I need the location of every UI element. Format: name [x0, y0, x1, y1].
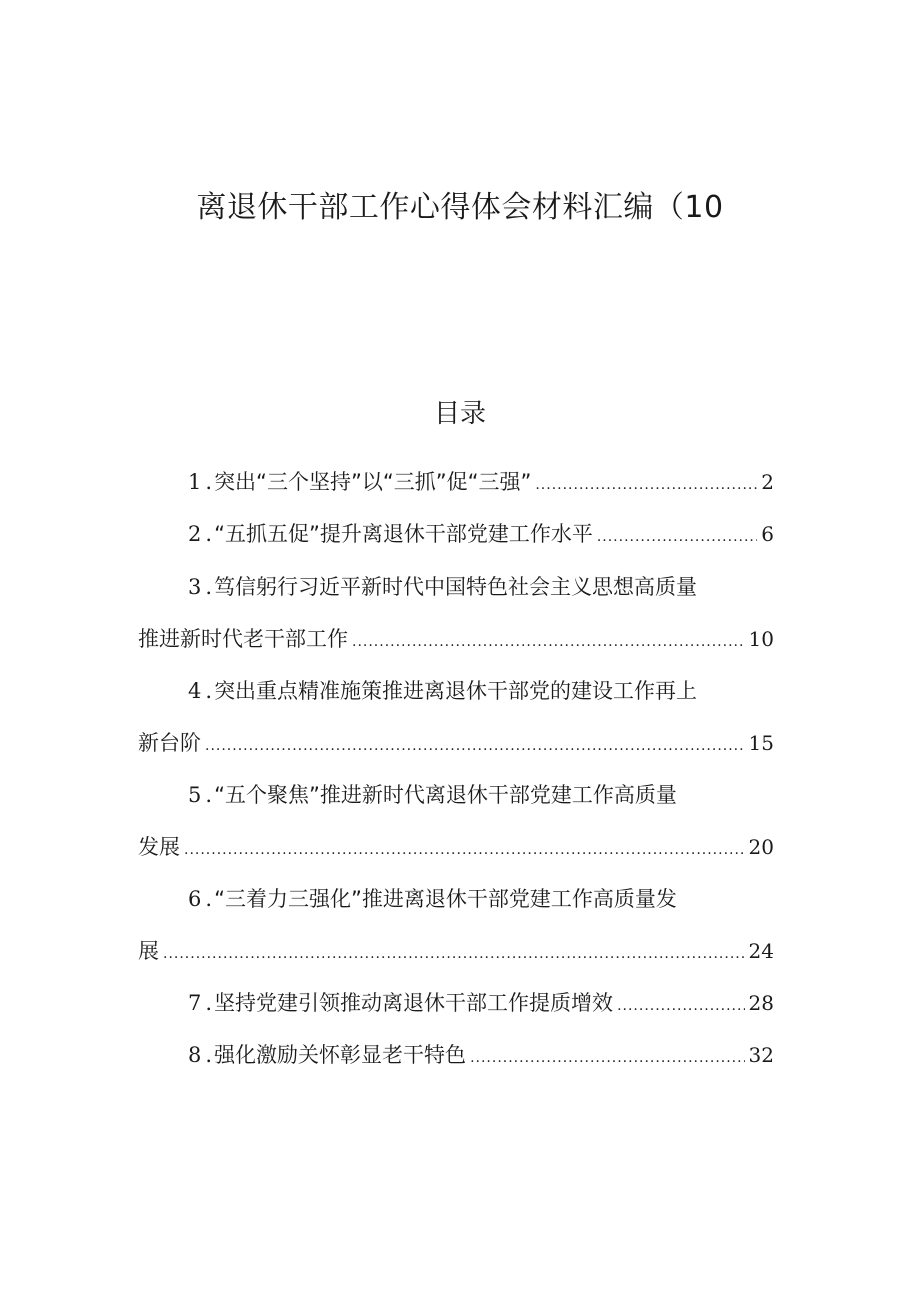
- dot-leader: [470, 1038, 744, 1078]
- toc-page-number: 20: [748, 835, 774, 859]
- toc-page-number: 15: [748, 731, 774, 755]
- toc-entry-3-continuation[interactable]: [138, 619, 774, 659]
- toc-entry-title: 坚持党建引领推动离退休干部工作提质增效: [214, 991, 614, 1015]
- dot-leader: [352, 622, 745, 662]
- toc-entry-number: 8: [188, 1043, 202, 1067]
- toc-entry-title: “五抓五促”提升离退休干部党建工作水平: [214, 522, 593, 546]
- toc-page-number: 24: [748, 939, 774, 963]
- dot-leader: [597, 517, 757, 557]
- toc-entry-4[interactable]: [138, 671, 774, 711]
- toc-entry-separator: .: [205, 470, 213, 494]
- toc-entry-title: “五个聚焦”推进新时代离退休干部党建工作高质量: [214, 783, 677, 807]
- toc-entry-title: “三着力三强化”推进离退休干部党建工作高质量发: [214, 887, 677, 911]
- toc-page-number: 32: [748, 1043, 774, 1067]
- toc-entry-title-continued: 推进新时代老干部工作: [138, 627, 348, 651]
- toc-entry-title: 笃信躬行习近平新时代中国特色社会主义思想高质量: [214, 575, 698, 599]
- toc-entry-title: 突出重点精准施策推进离退休干部党的建设工作再上: [214, 679, 698, 703]
- toc-entry-6-continuation[interactable]: [138, 931, 774, 971]
- toc-entry-number: 7: [188, 991, 202, 1015]
- toc-entry-1[interactable]: [138, 462, 774, 502]
- toc-entry-title-continued: 展: [138, 939, 159, 963]
- toc-entry-number: 2: [188, 522, 202, 546]
- document-title: 离退休干部工作心得体会材料汇编（10: [196, 190, 724, 225]
- toc-entry-separator: .: [205, 1043, 213, 1067]
- toc-entry-4-continuation[interactable]: [138, 723, 774, 763]
- toc-entry-separator: .: [205, 575, 213, 599]
- dot-leader: [617, 986, 744, 1026]
- toc-entry-number: 4: [188, 679, 202, 703]
- toc-entry-title-continued: 新台阶: [138, 731, 201, 755]
- toc-heading: 目录: [433, 399, 486, 429]
- toc-entry-title: 突出“三个坚持”以“三抓”促“三强”: [214, 470, 532, 494]
- toc-entry-number: 6: [188, 887, 202, 911]
- toc-entry-separator: .: [205, 783, 213, 807]
- toc-entry-5-continuation[interactable]: [138, 827, 774, 867]
- toc-entry-number: 1: [188, 470, 202, 494]
- dot-leader: [535, 465, 757, 505]
- toc-entry-8[interactable]: [138, 1035, 774, 1075]
- toc-entry-number: 3: [188, 575, 202, 599]
- dot-leader: [205, 726, 745, 766]
- toc-entry-7[interactable]: [138, 983, 774, 1023]
- toc-entry-number: 5: [188, 783, 202, 807]
- toc-entry-6[interactable]: [138, 879, 774, 919]
- toc-page-number: 6: [761, 522, 774, 546]
- dot-leader: [163, 934, 745, 974]
- toc-entry-3[interactable]: [138, 567, 774, 607]
- toc-entry-5[interactable]: [138, 775, 774, 815]
- toc-page-number: 2: [761, 470, 774, 494]
- toc-entry-2[interactable]: [138, 514, 774, 554]
- toc-entry-separator: .: [205, 679, 213, 703]
- toc-page-number: 28: [748, 991, 774, 1015]
- toc-page-number: 10: [748, 627, 774, 651]
- dot-leader: [184, 830, 745, 870]
- toc-entry-separator: .: [205, 991, 213, 1015]
- toc-entry-title-continued: 发展: [138, 835, 180, 859]
- toc-entry-title: 强化激励关怀彰显老干特色: [214, 1043, 467, 1067]
- toc-entry-separator: .: [205, 522, 213, 546]
- toc-entry-separator: .: [205, 887, 213, 911]
